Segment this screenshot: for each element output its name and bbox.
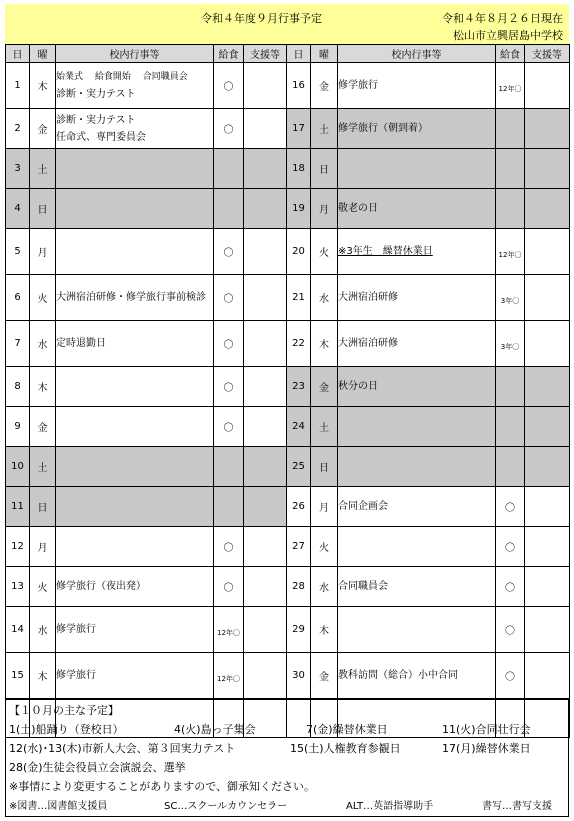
weekday: 金: [311, 367, 338, 407]
support-cell: [525, 567, 570, 607]
event-cell: [338, 447, 496, 487]
weekday: 土: [311, 407, 338, 447]
support-cell: [244, 407, 287, 447]
event-cell: [338, 527, 496, 567]
day-number: 18: [287, 149, 311, 189]
event-text: 修学旅行（夜出発）: [56, 581, 146, 592]
event-text: 診断・実力テスト: [56, 88, 136, 100]
event-cell: [56, 275, 214, 321]
support-cell: [244, 149, 287, 189]
schedule-row: [6, 653, 570, 699]
day-number: 15: [6, 653, 30, 699]
support-cell: [525, 527, 570, 567]
support-cell: [525, 487, 570, 527]
weekday: 日: [311, 149, 338, 189]
event-cell: [56, 607, 214, 653]
legend-calligraphy: 書写…書写支援: [482, 801, 552, 812]
day-number: 24: [287, 407, 311, 447]
support-cell: [244, 321, 287, 367]
lunch-cell: 12年〇: [214, 653, 244, 699]
event-cell: [56, 63, 214, 109]
lunch-cell: 〇: [214, 321, 244, 367]
lunch-cell: [496, 447, 525, 487]
weekday: 金: [30, 407, 56, 447]
lunch-cell: 〇: [214, 407, 244, 447]
lunch-cell: 〇: [496, 653, 525, 699]
weekday: 月: [311, 189, 338, 229]
lunch-cell: 〇: [214, 63, 244, 109]
support-cell: [244, 607, 287, 653]
event-cell: [56, 321, 214, 367]
event-cell: [56, 367, 214, 407]
weekday: 火: [30, 567, 56, 607]
note-oct-7: 7(金)繰替休業日: [306, 723, 388, 736]
support-cell: [525, 447, 570, 487]
col-day: 日: [6, 45, 30, 63]
day-number: 29: [287, 607, 311, 653]
support-cell: [244, 63, 287, 109]
schedule-row: [6, 149, 570, 189]
weekday: 水: [30, 607, 56, 653]
day-number: 7: [6, 321, 30, 367]
weekday: 金: [311, 63, 338, 109]
lunch-cell: 〇: [214, 367, 244, 407]
support-cell: [244, 367, 287, 407]
col-events: 校内行事等: [56, 45, 214, 63]
page-header: [5, 4, 569, 44]
event-cell: [56, 189, 214, 229]
event-text: 大洲宿泊研修・修学旅行事前検診: [56, 292, 206, 303]
notes-heading: 【１０月の主な予定】: [9, 704, 119, 717]
event-cell: [338, 321, 496, 367]
school-name: 松山市立興居島中学校: [453, 29, 563, 42]
weekday: 木: [311, 321, 338, 367]
event-text: 合同職員会: [338, 581, 388, 592]
support-cell: [525, 367, 570, 407]
note-oct-15: 15(土)人権教育参観日: [290, 742, 401, 755]
day-number: 9: [6, 407, 30, 447]
event-text: 秋分の日: [338, 381, 378, 392]
day-number: 14: [6, 607, 30, 653]
weekday: 土: [30, 447, 56, 487]
day-number: 26: [287, 487, 311, 527]
support-cell: [525, 607, 570, 653]
day-number: 25: [287, 447, 311, 487]
schedule-row: [6, 567, 570, 607]
lunch-cell: [214, 447, 244, 487]
day-number: 20: [287, 229, 311, 275]
lunch-cell: [214, 487, 244, 527]
weekday: 金: [311, 653, 338, 699]
event-cell: [338, 607, 496, 653]
note-oct-4: 4(火)島っ子集会: [174, 723, 256, 736]
weekday: 火: [311, 527, 338, 567]
day-number: 5: [6, 229, 30, 275]
weekday: 月: [30, 527, 56, 567]
schedule-row: [6, 487, 570, 527]
event-cell: [338, 407, 496, 447]
day-number: 4: [6, 189, 30, 229]
note-oct-1: 1(土)船踊り（登校日）: [9, 723, 124, 736]
event-cell: [338, 109, 496, 149]
day-number: 11: [6, 487, 30, 527]
lunch-cell: 3年〇: [496, 321, 525, 367]
event-cell: [56, 567, 214, 607]
event-text: 修学旅行（朝到着）: [338, 123, 428, 134]
event-cell: [56, 447, 214, 487]
lunch-cell: 〇: [496, 567, 525, 607]
event-cell: [338, 367, 496, 407]
weekday: 月: [311, 487, 338, 527]
lunch-cell: 〇: [496, 487, 525, 527]
weekday: 木: [30, 653, 56, 699]
event-text: ※3年生 繰替休業日: [338, 246, 433, 257]
schedule-row: [6, 607, 570, 653]
event-cell: [338, 189, 496, 229]
day-number: 12: [6, 527, 30, 567]
support-cell: [244, 567, 287, 607]
support-cell: [525, 63, 570, 109]
col-support: 支援等: [244, 45, 287, 63]
schedule-table: [5, 44, 570, 738]
event-text: 診断・実力テスト: [56, 114, 136, 126]
day-number: 27: [287, 527, 311, 567]
col-day: 日: [287, 45, 311, 63]
schedule-row: [6, 229, 570, 275]
support-cell: [244, 275, 287, 321]
weekday: 金: [30, 109, 56, 149]
lunch-cell: 〇: [214, 109, 244, 149]
day-number: 28: [287, 567, 311, 607]
legend-sc: SC…スクールカウンセラー: [164, 801, 288, 812]
as-of-date: 令和４年８月２６日現在: [442, 12, 563, 25]
support-cell: [244, 527, 287, 567]
schedule-row: [6, 447, 570, 487]
lunch-cell: [214, 189, 244, 229]
weekday: 水: [30, 321, 56, 367]
note-disclaimer: ※事情により変更することがありますので、御承知ください。: [9, 780, 315, 793]
weekday: 火: [30, 275, 56, 321]
lunch-cell: [214, 149, 244, 189]
event-cell: [338, 653, 496, 699]
legend-library: ※図書…図書館支援員: [9, 801, 108, 812]
lunch-cell: 12年〇: [496, 229, 525, 275]
weekday: 木: [311, 607, 338, 653]
day-number: 30: [287, 653, 311, 699]
column-header-row: [6, 45, 570, 63]
lunch-cell: [496, 149, 525, 189]
notes-section: [5, 699, 569, 817]
schedule-row: [6, 109, 570, 149]
support-cell: [525, 189, 570, 229]
lunch-cell: 12年〇: [214, 607, 244, 653]
day-number: 13: [6, 567, 30, 607]
support-cell: [244, 229, 287, 275]
weekday: 土: [30, 149, 56, 189]
support-cell: [244, 487, 287, 527]
lunch-cell: [496, 189, 525, 229]
lunch-cell: 12年〇: [496, 63, 525, 109]
support-cell: [525, 653, 570, 699]
weekday: 火: [311, 229, 338, 275]
support-cell: [244, 109, 287, 149]
event-text: 大洲宿泊研修: [338, 292, 398, 303]
col-weekday: 曜: [30, 45, 56, 63]
event-text: 修学旅行: [56, 670, 96, 681]
event-cell: [56, 229, 214, 275]
legend-alt: ALT…英語指導助手: [346, 801, 434, 812]
lunch-cell: [496, 367, 525, 407]
support-cell: [525, 109, 570, 149]
lunch-cell: 〇: [214, 229, 244, 275]
day-number: 17: [287, 109, 311, 149]
weekday: 土: [311, 109, 338, 149]
support-cell: [244, 447, 287, 487]
support-cell: [525, 275, 570, 321]
weekday: 日: [30, 189, 56, 229]
event-text: 任命式、専門委員会: [56, 131, 146, 143]
event-text: 合同企画会: [338, 501, 388, 512]
note-oct-11: 11(火)合同壮行会: [442, 723, 531, 736]
note-oct-28: 28(金)生徒会役員立会演説会、選挙: [9, 761, 186, 774]
col-lunch: 給食: [214, 45, 244, 63]
schedule-row: [6, 63, 570, 109]
day-number: 1: [6, 63, 30, 109]
event-cell: [338, 275, 496, 321]
note-oct-17: 17(月)繰替休業日: [442, 742, 531, 755]
day-number: 22: [287, 321, 311, 367]
day-number: 10: [6, 447, 30, 487]
event-text: 修学旅行: [56, 624, 96, 635]
day-number: 6: [6, 275, 30, 321]
page-title: 令和４年度９月行事予定: [201, 12, 322, 25]
day-number: 2: [6, 109, 30, 149]
support-cell: [525, 229, 570, 275]
event-cell: [338, 63, 496, 109]
lunch-cell: 〇: [214, 275, 244, 321]
weekday: 水: [311, 567, 338, 607]
schedule-row: [6, 407, 570, 447]
col-weekday: 曜: [311, 45, 338, 63]
lunch-cell: 〇: [214, 527, 244, 567]
weekday: 月: [30, 229, 56, 275]
event-text: 定時退勤日: [56, 338, 106, 349]
event-cell: [56, 149, 214, 189]
event-text: 始業式 給食開始 合同職員会: [56, 71, 188, 82]
lunch-cell: [496, 407, 525, 447]
schedule-row: [6, 321, 570, 367]
event-cell: [56, 407, 214, 447]
event-cell: [56, 487, 214, 527]
event-text: 敬老の日: [338, 203, 378, 214]
day-number: 3: [6, 149, 30, 189]
event-text: 大洲宿泊研修: [338, 338, 398, 349]
support-cell: [525, 407, 570, 447]
event-cell: [338, 229, 496, 275]
lunch-cell: [496, 109, 525, 149]
event-cell: [56, 653, 214, 699]
event-cell: [338, 567, 496, 607]
weekday: 水: [311, 275, 338, 321]
event-cell: [338, 149, 496, 189]
schedule-row: [6, 275, 570, 321]
schedule-row: [6, 367, 570, 407]
lunch-cell: 〇: [496, 607, 525, 653]
weekday: 木: [30, 367, 56, 407]
event-text: 教科訪問（総合）小中合同: [338, 670, 458, 681]
day-number: 8: [6, 367, 30, 407]
lunch-cell: 〇: [496, 527, 525, 567]
event-cell: [56, 527, 214, 567]
day-number: 16: [287, 63, 311, 109]
day-number: 23: [287, 367, 311, 407]
support-cell: [525, 321, 570, 367]
weekday: 日: [30, 487, 56, 527]
note-oct-12: 12(水)･13(木)市新人大会、第３回実力テスト: [9, 742, 236, 755]
lunch-cell: 3年〇: [496, 275, 525, 321]
event-cell: [338, 487, 496, 527]
lunch-cell: 〇: [214, 567, 244, 607]
support-cell: [525, 149, 570, 189]
support-cell: [244, 189, 287, 229]
support-cell: [244, 653, 287, 699]
schedule-row: [6, 527, 570, 567]
weekday: 木: [30, 63, 56, 109]
day-number: 21: [287, 275, 311, 321]
col-lunch: 給食: [496, 45, 525, 63]
col-support: 支援等: [525, 45, 570, 63]
col-events: 校内行事等: [338, 45, 496, 63]
event-cell: [56, 109, 214, 149]
weekday: 日: [311, 447, 338, 487]
schedule-row: [6, 189, 570, 229]
day-number: 19: [287, 189, 311, 229]
event-text: 修学旅行: [338, 80, 378, 91]
